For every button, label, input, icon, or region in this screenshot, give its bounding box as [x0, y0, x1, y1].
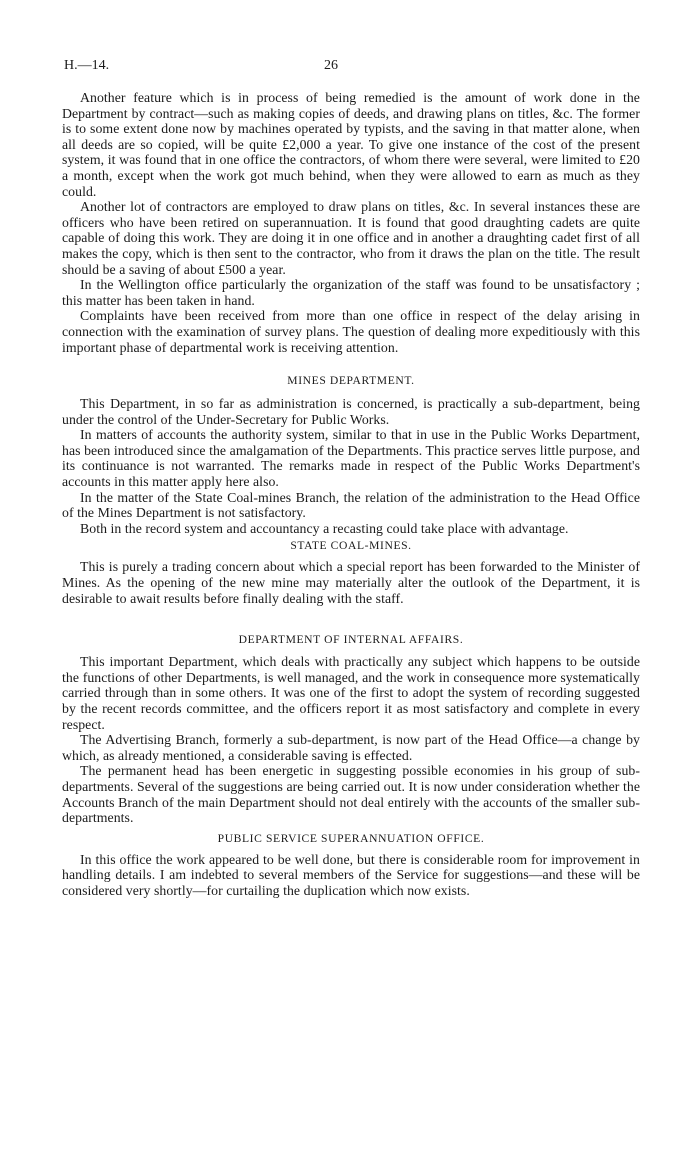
paragraph: Complaints have been received from more than one office in respect of the delay arising in connection with the examination of survey plans. The question of dealing more expeditiously with this important phase of departmental work is receiving attention. — [62, 308, 640, 355]
paragraph: This Department, in so far as administration is concerned, is practically a sub-department, being under the control of the Under-Secretary for Public Works. — [62, 396, 640, 427]
paragraph: In the matter of the State Coal-mines Branch, the relation of the administration to the Head Office of the Mines Department is not satisfactory. — [62, 489, 640, 521]
paragraph: In the Wellington office particularly the organization of the staff was found to be unsatisfactory ; this matter has been taken in hand. — [62, 277, 640, 308]
paragraph: The permanent head has been energetic in suggesting possible economies in his group of sub-departments. Several of the suggestions are being carried out. It is now under consideration whether the Accounts Branch of the main Department should not deal entirely with the accounts of the smaller sub-departments. — [62, 763, 640, 826]
section-heading-superannuation-office: PUBLIC SERVICE SUPERANNUATION OFFICE. — [217, 831, 485, 845]
paragraph: Both in the record system and accountancy a recasting could take place with advantage. — [80, 520, 569, 536]
paragraph: Another feature which is in process of being remedied is the amount of work done in the Department by contract—such as making copies of deeds, and drawing plans on titles, &c. The former is to some extent done now by machines operated by typists, and the saving in that matter alone, when all deeds are so copied, will be quite £2,000 a year. To give one instance of the cost of the present system, it was found that in one office the contractors, of whom there were several, were limited to £20 a month, except when the work got much behind, when they were allowed to earn as much as they could. — [62, 90, 640, 199]
section-heading-state-coal-mines: STATE COAL-MINES. — [290, 539, 412, 553]
running-header — [62, 58, 640, 84]
paragraph: The Advertising Branch, formerly a sub-department, is now part of the Head Office—a change by which, as already mentioned, a considerable saving is effected. — [62, 732, 640, 763]
paragraph: In matters of accounts the authority system, similar to that in use in the Public Works Department, has been introduced since the amalgamation of the Departments. This practice serves little purpose, and its continuance is not warranted. The remarks made in respect of the Public Works Department's accounts in this matter apply here also. — [62, 427, 640, 490]
section-heading-mines-department: MINES DEPARTMENT. — [287, 374, 415, 388]
page-number: 26 — [324, 58, 338, 73]
paragraph: Another lot of contractors are employed to draw plans on titles, &c. In several instances these are officers who have been retired on superannuation. It is found that good draughting cadets are quite capable of doing this work. They are doing it in one office and in another a draughting cadet first of all makes the copy, which is then sent to the contractor, who from it draws the plan on the title. The result should be a saving of about £500 a year. — [62, 199, 640, 277]
paragraph: In this office the work appeared to be well done, but there is considerable room for improvement in handling details. I am indebted to several members of the Service for suggestions—and these will be considered very shortly—for curtailing the duplication which now exists. — [62, 851, 640, 898]
section-heading-internal-affairs: DEPARTMENT OF INTERNAL AFFAIRS. — [238, 633, 464, 647]
paragraph: This important Department, which deals with practically any subject which happens to be outside the functions of other Departments, is well managed, and the work in consequence more systematically carried through than in some others. It was one of the first to adopt the system of recording suggested by the recent records committee, and the officers report it as most satisfactory and complete in every respect. — [62, 654, 640, 732]
document-page — [62, 58, 640, 899]
paragraph: This is purely a trading concern about which a special report has been forwarded to the Minister of Mines. As the opening of the new mine may materially alter the outlook of the Department, it is desirable to await results before finally dealing with the staff. — [62, 559, 640, 606]
document-body — [62, 90, 640, 899]
document-reference: H.—14. — [64, 58, 110, 73]
